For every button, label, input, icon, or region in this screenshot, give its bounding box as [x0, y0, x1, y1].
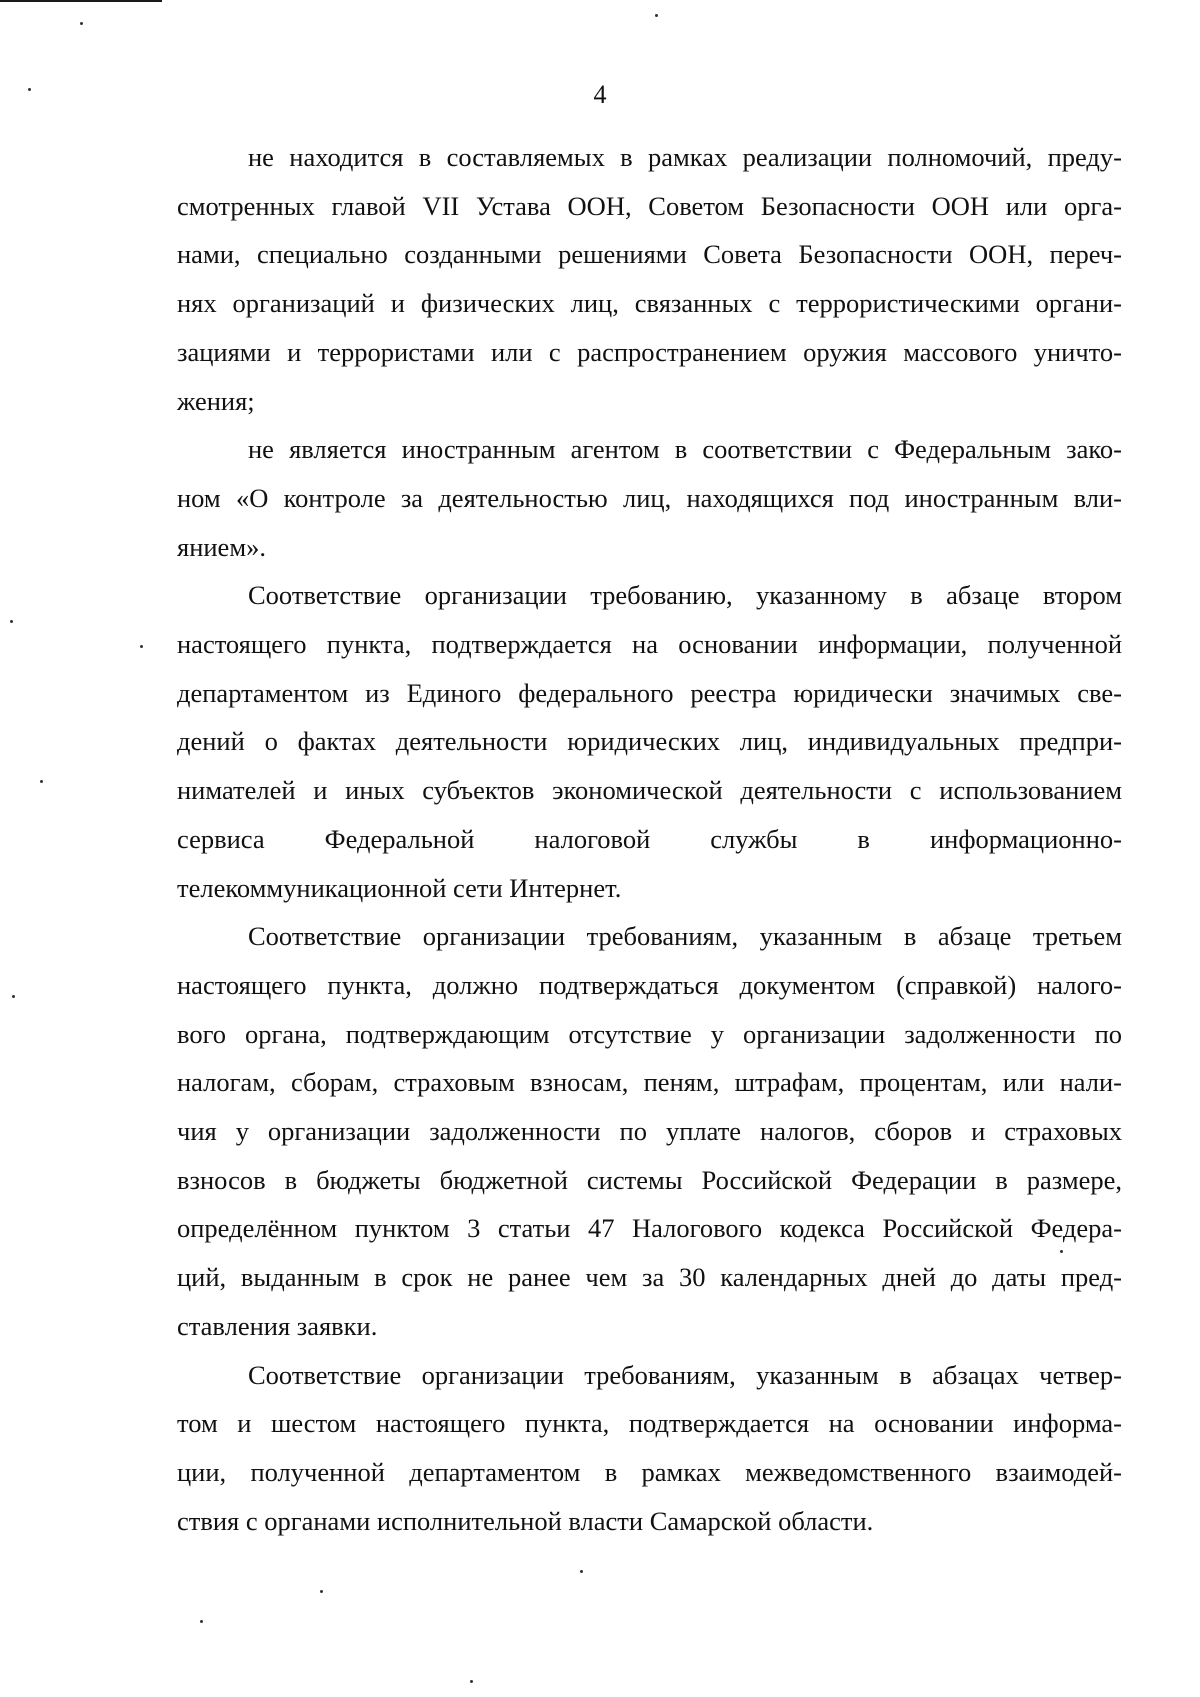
paragraph-interagency-confirmation: [177, 1351, 1122, 1546]
scan-speck: [470, 1680, 473, 1683]
text-line: телекоммуникационной сети Интернет.: [177, 872, 622, 903]
scan-speck: [10, 620, 13, 623]
top-edge-rule: [0, 0, 162, 2]
text-line: ций, выданным в срок не ранее чем за 30 календарных дней до даты пред-: [177, 1262, 1122, 1293]
text-line: настоящего пункта, должно подтверждаться документом (справкой) налого-: [177, 969, 1122, 1000]
scan-speck: [140, 645, 143, 648]
text-line: смотренных главой VII Устава ООН, Советом Безопасности ООН или орга-: [177, 190, 1122, 221]
text-line: Соответствие организации требованиям, указанным в абзацах четвер-: [248, 1359, 1122, 1390]
paragraph-un-sanctions-lists: [177, 133, 1122, 425]
text-line: ставления заявки.: [177, 1310, 378, 1341]
scan-speck: [580, 1570, 583, 1573]
page-number: 4: [593, 80, 607, 109]
scan-speck: [80, 22, 83, 25]
text-line: департаментом из Единого федерального реестра юридически значимых све-: [177, 677, 1122, 708]
scan-speck: [28, 88, 31, 91]
text-line: определённом пунктом 3 статьи 47 Налогового кодекса Российской Федера-: [177, 1213, 1122, 1244]
text-line: вого органа, подтверждающим отсутствие у организации задолженности по: [177, 1018, 1122, 1049]
scan-speck: [655, 14, 658, 17]
paragraph-tax-certificate: [177, 912, 1122, 1350]
text-line: сервиса Федеральной налоговой службы в информационно-: [177, 823, 1122, 854]
text-line: Соответствие организации требованию, указанному в абзаце втором: [248, 580, 1122, 611]
text-line: ции, полученной департаментом в рамках межведомственного взаимодей-: [177, 1456, 1122, 1487]
text-line: нами, специально созданными решениями Совета Безопасности ООН, переч-: [177, 239, 1122, 270]
scan-speck: [200, 1620, 203, 1623]
text-line: не находится в составляемых в рамках реализации полномочий, преду-: [248, 142, 1122, 172]
text-line: взносов в бюджеты бюджетной системы Российской Федерации в размере,: [177, 1164, 1122, 1195]
text-line: дений о фактах деятельности юридических лиц, индивидуальных предпри-: [177, 726, 1122, 757]
scan-speck: [320, 1590, 323, 1593]
document-body: [177, 133, 1122, 1545]
text-line: чия у организации задолженности по уплате налогов, сборов и страховых: [177, 1116, 1122, 1147]
text-line: ствия с органами исполнительной власти Самарской области.: [177, 1505, 874, 1536]
scan-speck: [40, 780, 43, 783]
text-line: нимателей и иных субъектов экономической деятельности с использованием: [177, 775, 1122, 806]
scan-speck: [12, 995, 15, 998]
scan-speck: [1060, 1250, 1063, 1253]
text-line: ном «О контроле за деятельностью лиц, находящихся под иностранным вли-: [177, 482, 1122, 513]
text-line: налогам, сборам, страховым взносам, пеням, штрафам, процентам, или нали-: [177, 1067, 1122, 1098]
text-line: янием».: [177, 531, 266, 562]
text-line: зациями и террористами или с распространением оружия массового уничто-: [177, 336, 1122, 367]
paragraph-registry-confirmation: [177, 571, 1122, 912]
text-line: нях организаций и физических лиц, связанных с террористическими органи-: [177, 288, 1122, 319]
text-line: жения;: [177, 385, 255, 416]
text-line: том и шестом настоящего пункта, подтверждается на основании информа-: [177, 1408, 1122, 1439]
paragraph-foreign-agent: [177, 425, 1122, 571]
text-line: настоящего пункта, подтверждается на основании информации, полученной: [177, 629, 1122, 660]
text-line: Соответствие организации требованиям, указанным в абзаце третьем: [248, 921, 1122, 952]
text-line: не является иностранным агентом в соответствии с Федеральным зако-: [248, 434, 1122, 465]
